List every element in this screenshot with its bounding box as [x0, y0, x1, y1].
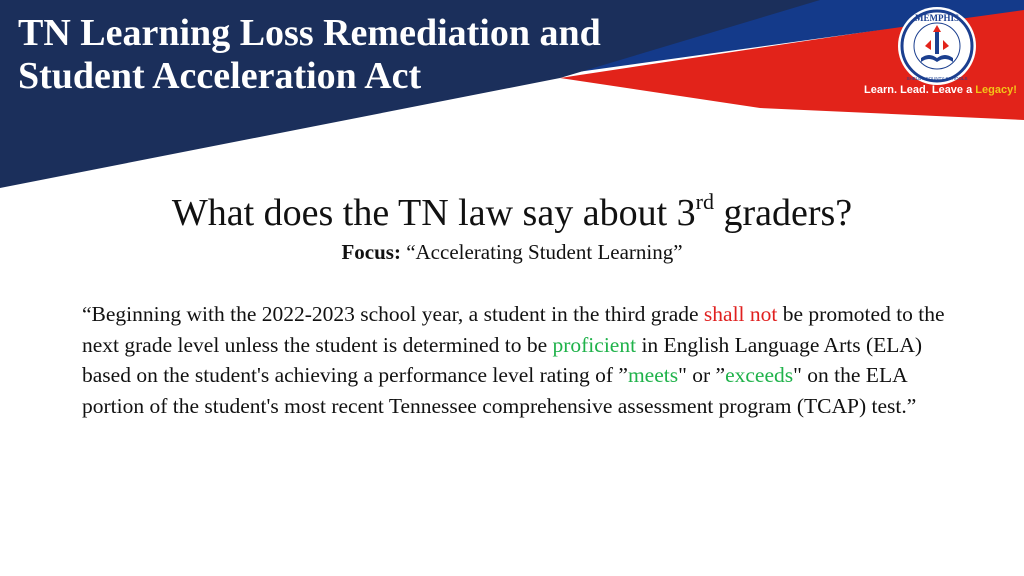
quote-part-3: in English Language Arts (ELA) based on the student's achieving a performance level rating of ” — [82, 332, 923, 387]
svg-text:SHELBY COUNTY SCHOOLS: SHELBY COUNTY SCHOOLS — [906, 76, 968, 81]
focus-text: “Accelerating Student Learning” — [400, 240, 683, 264]
heading-text: What does the TN law say about 3 — [171, 192, 696, 234]
highlight-exceeds: exceeds — [725, 363, 794, 387]
quote-part-2: be promoted to the next grade level unless the student is determined to be — [82, 302, 945, 357]
title-line-2: Student Acceleration Act — [18, 55, 422, 97]
slide-heading — [0, 190, 1024, 236]
law-quote — [82, 299, 962, 421]
heading-superscript: rd — [695, 189, 714, 214]
highlight-shall-not: shall not — [703, 302, 778, 326]
quote-part-4: " or ” — [678, 363, 726, 387]
focus-label: Focus: — [341, 240, 401, 264]
heading-text-end: graders? — [713, 192, 853, 234]
logo-tagline — [864, 84, 1017, 96]
highlight-meets: meets — [627, 363, 679, 387]
memphis-shelby-county-schools-seal-logo — [897, 6, 977, 86]
highlight-proficient: proficient — [552, 332, 637, 357]
svg-text:MEMPHIS: MEMPHIS — [915, 13, 959, 23]
tagline-text: Learn. Lead. Leave a — [864, 84, 976, 96]
title-line-1: TN Learning Loss Remediation and — [18, 12, 601, 54]
quote-part-1: “Beginning with the 2022-2023 school year, a student in the third grade — [82, 302, 704, 326]
tagline-legacy: Legacy! — [975, 84, 1017, 96]
quote-part-5: " on the ELA portion of the student's most recent Tennessee comprehensive assessment program (TCAP) test.” — [82, 363, 917, 418]
slide-header-title — [18, 12, 601, 98]
focus-line — [0, 240, 1024, 265]
